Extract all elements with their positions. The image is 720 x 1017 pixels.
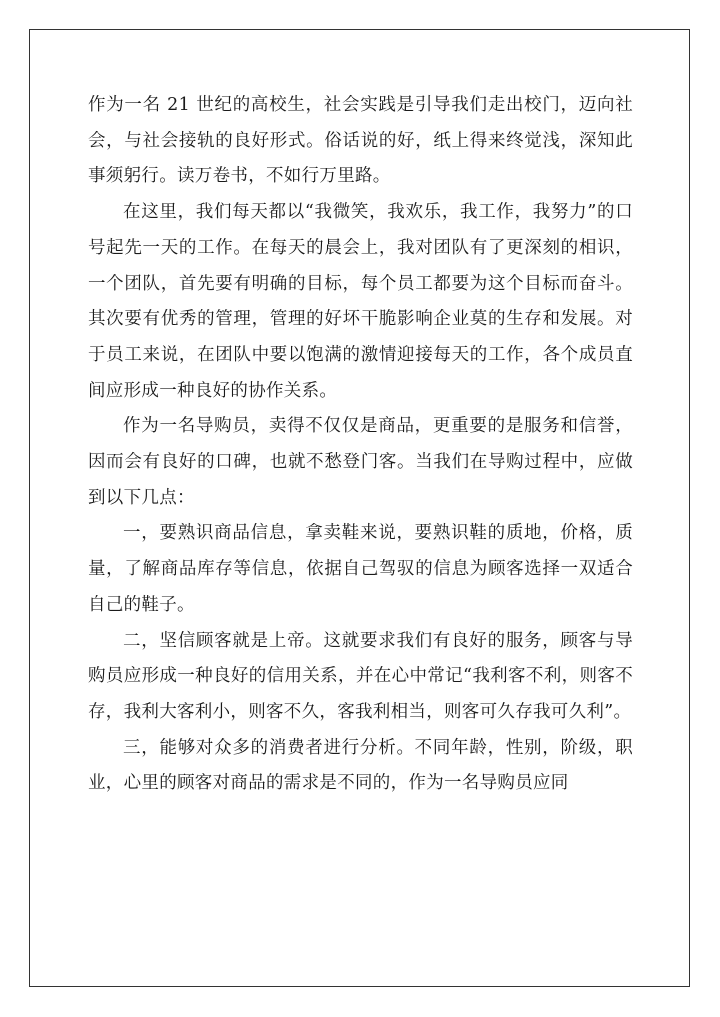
paragraph-point-three: 三，能够对众多的消费者进行分析。不同年龄，性别，阶级，职业，心里的顾客对商品的需求是不同的，作为一名导购员应同 — [88, 737, 633, 794]
paragraph-shopping-guide: 作为一名导购员，卖得不仅仅是商品，更重要的是服务和信誉，因而会有良好的口碑，也就不愁登门客。当我们在导购过程中，应做到以下几点： — [88, 416, 633, 508]
paragraph-intro: 作为一名 21 世纪的高校生，社会实践是引导我们走出校门，迈向社会，与社会接轨的良好形式。俗话说的好，纸上得来终觉浅，深知此事须躬行。读万卷书，不如行万里路。 — [88, 95, 633, 187]
paragraph-point-one: 一，要熟识商品信息，拿卖鞋来说，要熟识鞋的质地，价格，质量，了解商品库存等信息，依据自己驾驭的信息为顾客选择一双适合自己的鞋子。 — [88, 523, 633, 615]
paragraph-teamwork: 在这里，我们每天都以“我微笑，我欢乐，我工作，我努力”的口号起先一天的工作。在每天的晨会上，我对团队有了更深刻的相识，一个团队，首先要有明确的目标，每个员工都要为这个目标而奋斗。其次要有优秀的管理，管理的好坏干脆影响企业莫的生存和发展。对于员工来说，在团队中要以饱满的激情迎接每天的工作，各个成员直间应形成一种良好的协作关系。 — [88, 202, 633, 401]
paragraph-point-two: 二，坚信顾客就是上帝。这就要求我们有良好的服务，顾客与导购员应形成一种良好的信用关系，并在心中常记“我利客不利，则客不存，我利大客利小，则客不久，客我利相当，则客可久存我可久利”。 — [88, 630, 633, 722]
document-body — [88, 88, 633, 802]
